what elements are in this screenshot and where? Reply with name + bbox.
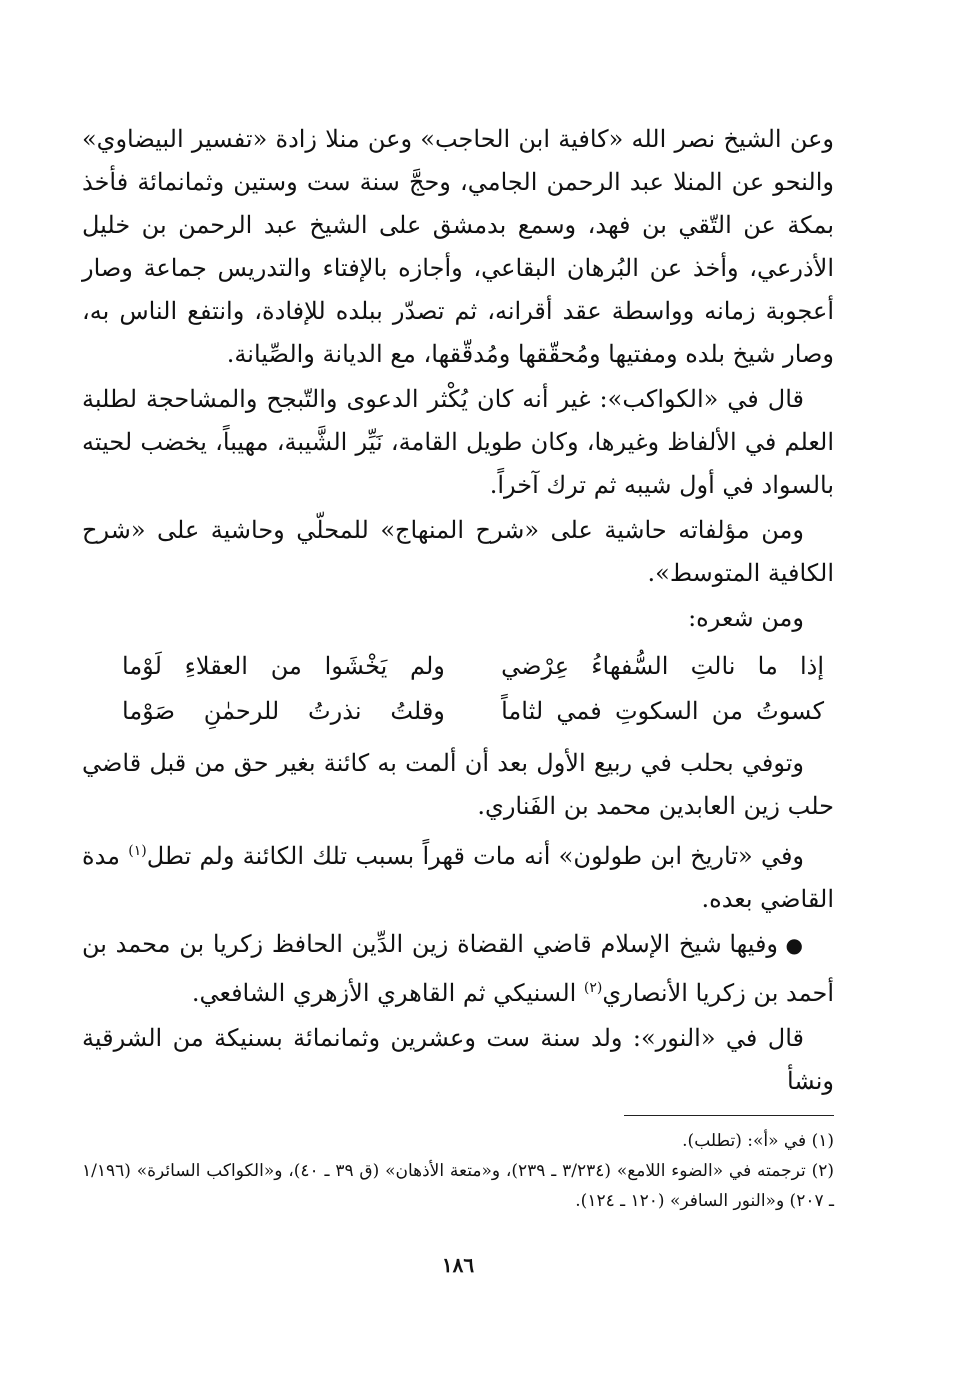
paragraph-2: قال في «الكواكب»: غير أنه كان يُكْثر الدعوى والتّبجح والمشاحجة لطلبة العلم في الألفاظ وغيرها، وكان طويل القامة، نَيِّر الشَّيبة، مهيباً، يخضب لحيته بالسواد في أول شيبه ثم ترك آخراً. bbox=[82, 385, 834, 499]
poem-verse-1 bbox=[82, 644, 834, 689]
paragraph-3: ومن مؤلفاته حاشية على «شرح المنهاج» للمحلّي وحاشية على «شرح الكافية المتوسط». bbox=[82, 516, 834, 587]
paragraph-6-text-a: وفي «تاريخ ابن طولون» أنه مات قهراً بسبب تلك الكائنة ولم تطل bbox=[146, 842, 805, 870]
poem-hemistich-1b: ولم يَخْشَوا من العقلاءِ لَوْما bbox=[122, 652, 445, 680]
page-number: ١٨٦ bbox=[441, 1253, 475, 1277]
footnote-divider bbox=[624, 1115, 834, 1116]
poem-verse-2 bbox=[82, 689, 834, 734]
poem-hemistich-1a: إذا ما نالتِ السُّفهاءُ عِرْضي bbox=[501, 652, 824, 680]
poem-intro: ومن شعره: bbox=[688, 604, 804, 632]
footnote-ref-1: (١) bbox=[128, 843, 147, 859]
paragraph-1: وعن الشيخ نصر الله «كافية ابن الحاجب» وعن منلا زادة «تفسير البيضاوي» والنحو عن المنلا عبد الرحمن الجامي، وحجَّ سنة ست وستين وثمانمائة فأخذ بمكة عن التّقي بن فهد، وسمع بدمشق على الشيخ عبد الرحمن بن خليل الأذرعي، وأخذ عن البُرهان البقاعي، وأجازه بالإفتاء والتدريس جماعة وصار أعجوبة زمانه وواسطة عقد أقرانه، ثم تصدّر ببلده للإفادة، وانتفع الناس به، وصار شيخ بلده ومفتيها ومُحقّقها ومُدقّقها، مع الديانة والصِّيانة. bbox=[82, 125, 834, 368]
poem-hemistich-2a: كسوتُ من السكوتِ فمي لثاماً bbox=[501, 697, 824, 725]
paragraph-5: وتوفي بحلب في ربيع الأول بعد أن ألمت به كائنة بغير حق من قبل قاضي حلب زين العابدين محمد بن الفَناري. bbox=[82, 749, 834, 820]
paragraph-7-text-b: السنيكي ثم القاهري الأزهري الشافعي. bbox=[191, 979, 584, 1007]
book-page bbox=[82, 118, 834, 1298]
poem-hemistich-2b: وقلتُ نذرتُ للرحمٰنِ صَوْما bbox=[122, 697, 445, 725]
poem bbox=[82, 644, 834, 734]
paragraph-7-entry bbox=[82, 923, 834, 1015]
paragraph-8: قال في «النور»: ولد سنة ست وعشرين وثمانمائة بسنيكة من الشرقية ونشأ bbox=[82, 1024, 834, 1095]
paragraph-6-text-b: مدة القاضي بعده. bbox=[82, 842, 834, 913]
footnotes bbox=[82, 1126, 834, 1216]
paragraph-7-text-a: وفيها شيخ الإسلام قاضي القضاة زين الدِّين الحافظ زكريا بن محمد بن أحمد بن زكريا الأنصاري bbox=[82, 930, 834, 1007]
paragraph-6 bbox=[82, 830, 834, 921]
footnote-ref-2: (٢) bbox=[583, 980, 603, 996]
footnote-2: (٢) ترجمته في «الضوء اللامع» (٣/٢٣٤ ـ ٢٣٩)، و«متعة الأذهان» (ق ٣٩ ـ ٤٠)، و«الكواكب السائرة» (١/١٩٦ ـ ٢٠٧) و«النور السافر» (١٢٠ ـ ١٢٤). bbox=[82, 1161, 834, 1211]
footnote-1: (١) في «أ»: (تطلب). bbox=[682, 1131, 834, 1151]
